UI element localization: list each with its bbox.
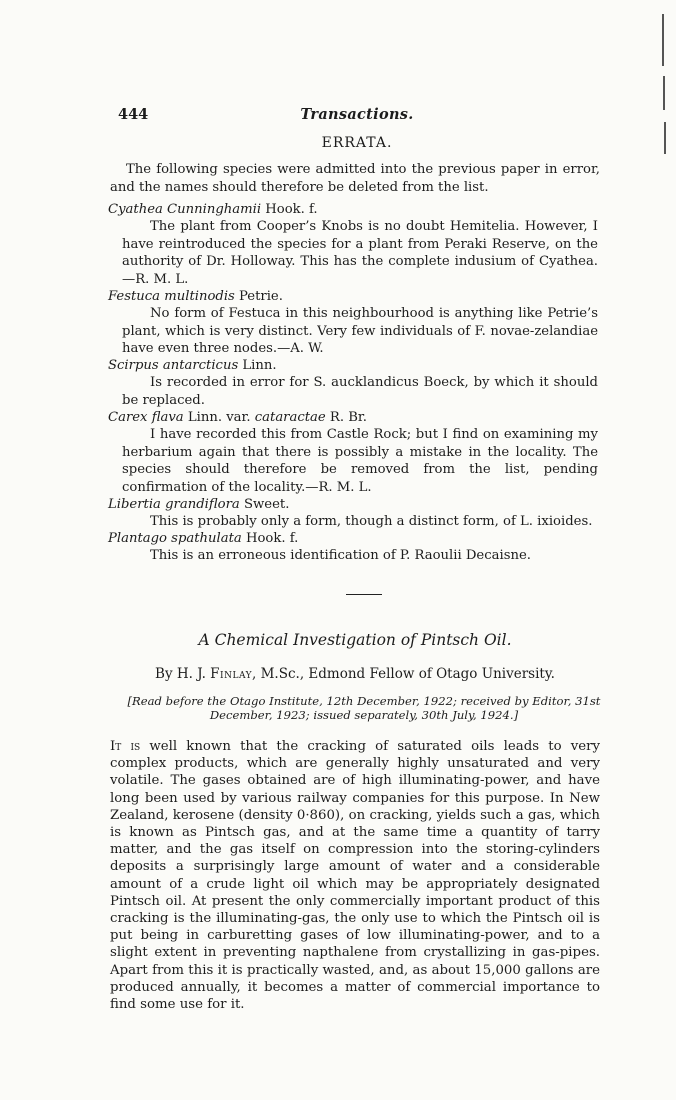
opening-words: It is xyxy=(110,739,141,754)
species-variety: cataractae xyxy=(254,410,326,425)
species-name: Cyathea Cunninghamii xyxy=(108,202,262,217)
species-entry xyxy=(108,530,598,548)
species-name: Plantago spathulata xyxy=(108,531,242,546)
errata-intro: The following species were admitted into the previous paper in error, and the names should therefore be deleted from the list. xyxy=(110,162,600,195)
errata-heading: ERRATA. xyxy=(321,135,393,151)
species-authority: Linn. var. xyxy=(183,410,255,425)
species-authority: Hook. f. xyxy=(261,202,318,217)
scan-edge-mark xyxy=(663,76,665,110)
species-entry xyxy=(108,409,598,427)
species-note: This is an erroneous identification of P. Raoulii Decaisne. xyxy=(150,548,531,563)
page-number: 444 xyxy=(118,106,149,123)
species-entry xyxy=(108,357,598,375)
byline xyxy=(110,666,600,682)
byline-suffix: , M.Sc., Edmond Fellow of Otago University. xyxy=(252,666,555,682)
species-note: This is probably only a form, though a distinct form, of L. ixioides. xyxy=(150,514,593,529)
species-name: Festuca multinodis xyxy=(108,289,235,304)
article-title: A Chemical Investigation of Pintsch Oil. xyxy=(198,631,512,649)
scan-edge-mark xyxy=(664,122,666,154)
section-divider xyxy=(346,594,382,595)
species-name: Scirpus antarcticus xyxy=(108,358,239,373)
species-authority: Petrie. xyxy=(234,289,283,304)
species-authority: Linn. xyxy=(238,358,277,373)
species-note: The plant from Cooper’s Knobs is no doubt Hemitelia. However, I have reintroduced the species for a plant from Peraki Reserve, on the authority of Dr. Holloway. This has the complete indusium of Cyathea.—R. M. L. xyxy=(122,219,598,287)
page-header xyxy=(118,106,596,126)
species-authority: Hook. f. xyxy=(241,531,299,546)
byline-prefix: By H. J. xyxy=(155,666,211,682)
species-entry xyxy=(108,288,598,306)
species-note: I have recorded this from Castle Rock; but I find on examining my herbarium again that there is possibly a mistake in the locality. The species should therefore be removed from the list, pending confirmation of the locality.—R. M. L. xyxy=(122,427,598,495)
species-entry xyxy=(108,496,598,514)
species-name: Libertia grandiflora xyxy=(108,497,240,512)
running-head: Transactions. xyxy=(300,106,414,123)
species-name: Carex flava xyxy=(108,410,184,425)
scan-edge-mark xyxy=(662,14,664,66)
body-text: well known that the cracking of saturated oils leads to very complex products, which are generally highly unsaturated and very volatile. The gases obtained are of high illuminating-power, and have long been used by various railway companies for this purpose. In New Zealand, kerosene (density 0·860), on cracking, yields such a gas, which is known as Pintsch gas, and at the same time a quantity of tarry matter, and the gas itself on compression into the storing-cylinders deposits a surprisingly large amount of water and a considerable amount of a crude light oil which may be appropriately designated Pintsch oil. At present the only commercially important product of this cracking is the illuminating-gas, the only use to which the Pintsch oil is put being in carburetting gases of low illuminating-power, and to a slight extent in preventing napthalene from crystallizing in gas-pipes. Apart from this it is practically wasted, and, as about 15,000 gallons are produced annually, it becomes a matter of commercial importance to find some use for it. xyxy=(110,739,601,1013)
variety-authority: R. Br. xyxy=(325,410,367,425)
species-note: Is recorded in error for S. aucklandicus Boeck, by which it should be replaced. xyxy=(122,375,598,408)
author-surname: Finlay xyxy=(210,666,253,682)
species-entry xyxy=(108,201,598,219)
publication-note: [Read before the Otago Institute, 12th December, 1922; received by Editor, 31st December, 1923; issued separately, 30th July, 1924.] xyxy=(127,694,601,722)
article-body xyxy=(110,738,600,1013)
species-authority: Sweet. xyxy=(239,497,290,512)
species-note: No form of Festuca in this neighbourhood is anything like Petrie’s plant, which is very distinct. Very few individuals of F. novae-zelandiae have even three nodes.—A. W. xyxy=(122,306,598,356)
